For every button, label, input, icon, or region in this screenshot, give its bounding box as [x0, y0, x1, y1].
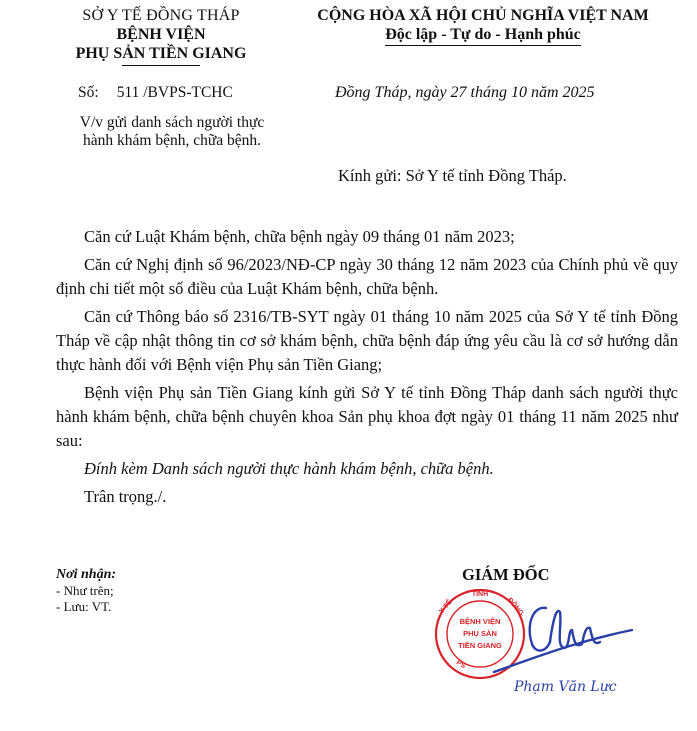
recipients-block — [56, 567, 116, 615]
paragraph-4: Bệnh viện Phụ sản Tiền Giang kính gửi Sở Y tế tỉnh Đồng Tháp danh sách người thực hành khám bệnh, chữa bệnh chuyên khoa Sản phụ khoa đợt ngày 01 tháng 11 năm 2025 như sau: — [56, 383, 678, 450]
national-motto: Độc lập - Tự do - Hạnh phúc — [385, 25, 581, 46]
subject-line2: hành khám bệnh, chữa bệnh. — [83, 132, 261, 149]
place-date: Đồng Tháp, ngày 27 tháng 10 năm 2025 — [335, 84, 595, 101]
signer-position: GIÁM ĐỐC — [462, 565, 550, 584]
recipients-title: Nơi nhận: — [56, 567, 117, 582]
national-header — [282, 6, 684, 46]
country-name: CỘNG HÒA XÃ HỘI CHỦ NGHĨA VIỆT NAM — [317, 7, 649, 24]
closing: Trân trọng./. — [84, 487, 167, 506]
recipient-item: - Lưu: VT. — [56, 599, 112, 614]
stamp-top-text: TỈNH — [471, 591, 489, 598]
organization-name-line2: PHỤ SẢN TIỀN GIANG — [75, 45, 247, 62]
recipient-item: - Như trên; — [56, 583, 114, 598]
organization-name-line1: BỆNH VIỆN — [116, 26, 206, 43]
stamp-bottom-text: PS — [454, 659, 467, 671]
stamp-line1: BỆNH VIỆN — [459, 617, 501, 626]
parent-organization: SỞ Y TẾ ĐỒNG THÁP — [82, 7, 240, 24]
issuer-underline — [122, 65, 200, 66]
stamp-left-text: Y TẾ — [438, 598, 454, 616]
addressee: Kính gửi: Sở Y tế tỉnh Đồng Tháp. — [338, 166, 567, 185]
subject — [56, 114, 288, 150]
attachment-note: Đính kèm Danh sách người thực hành khám bệnh, chữa bệnh. — [84, 459, 494, 478]
paragraph-2: Căn cứ Nghị định số 96/2023/NĐ-CP ngày 30 tháng 12 năm 2023 của Chính phủ về quy định chi tiết một số điều của Luật Khám bệnh, chữa bệnh. — [56, 255, 678, 298]
paragraph-3: Căn cứ Thông báo số 2316/TB-SYT ngày 01 tháng 10 năm 2025 của Sở Y tế tỉnh Đồng Tháp về cập nhật thông tin cơ sở khám bệnh, chữa bệnh đáp ứng yêu cầu là cơ sở hướng dẫn thực hành đối với Bệnh viện Phụ sản Tiền Giang; — [56, 307, 678, 374]
signer-name: Phạm Văn Lực — [514, 679, 617, 695]
stamp-right-text: ĐỒNG — [505, 596, 525, 618]
stamp-line3: TIỀN GIANG — [458, 641, 502, 650]
document-body — [56, 225, 678, 513]
official-stamp — [434, 586, 564, 686]
subject-line1: V/v gửi danh sách người thực — [79, 114, 265, 131]
issuer-block — [46, 6, 276, 66]
document-number — [78, 84, 233, 102]
document-number-label: Số: — [78, 84, 99, 101]
stamp-line2: PHỤ SẢN — [463, 629, 497, 638]
paragraph-1: Căn cứ Luật Khám bệnh, chữa bệnh ngày 09 tháng 01 năm 2023; — [84, 227, 515, 246]
document-number-value: 511 /BVPS-TCHC — [116, 84, 233, 101]
